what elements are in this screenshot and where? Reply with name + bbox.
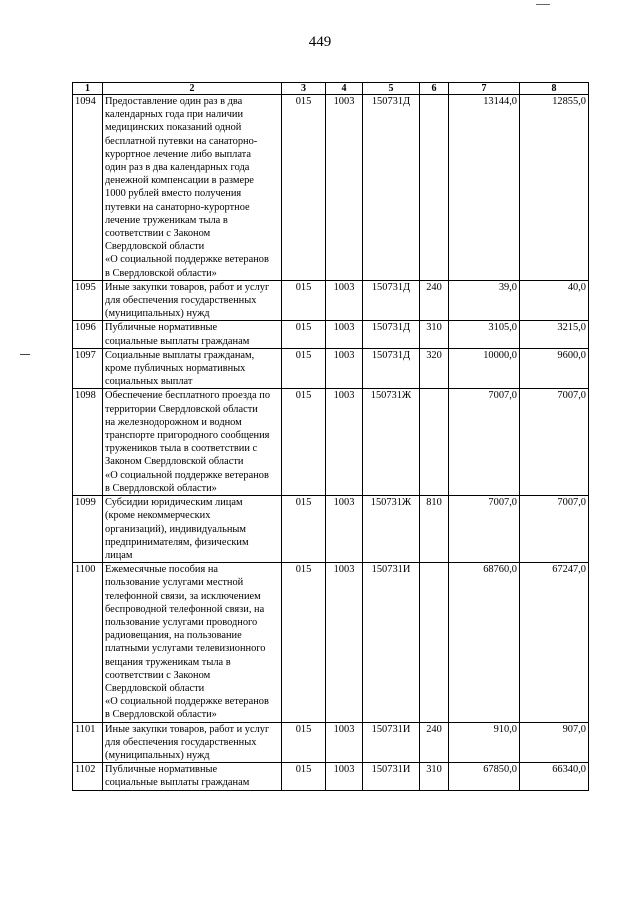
table-row xyxy=(73,496,589,563)
description-line: телефонной связи, за исключением xyxy=(105,590,261,602)
row-number-cell: 1099 xyxy=(73,496,103,563)
section-code-cell: 1003 xyxy=(326,563,363,722)
chapter-code-cell: 015 xyxy=(282,280,326,321)
description-line: социальные выплаты гражданам xyxy=(105,335,250,347)
description-line: лечение труженикам тыла в xyxy=(105,214,228,226)
description-line: платными услугами телевизионного xyxy=(105,643,266,655)
amount-year1-cell: 7007,0 xyxy=(449,496,520,563)
table-row xyxy=(73,722,589,763)
description-line: в Свердловской области» xyxy=(105,482,217,494)
amount-year2-cell: 7007,0 xyxy=(520,389,589,496)
table-row xyxy=(73,389,589,496)
amount-year1-cell: 13144,0 xyxy=(449,95,520,281)
row-number-cell: 1096 xyxy=(73,321,103,348)
description-line: территории Свердловской области xyxy=(105,403,258,415)
description-line: социальные выплаты гражданам xyxy=(105,777,250,789)
description-line: Иные закупки товаров, работ и услуг xyxy=(105,281,270,293)
description-line: для обеспечения государственных xyxy=(105,736,257,748)
description-line: (кроме некоммерческих xyxy=(105,510,211,522)
description-line: организаций), индивидуальным xyxy=(105,523,246,535)
description-line: Обеспечение бесплатного проезда по xyxy=(105,390,271,402)
table-row xyxy=(73,95,589,281)
description-line: пользование услугами местной xyxy=(105,577,244,589)
description-line: один раз в два календарных года xyxy=(105,162,250,174)
row-number-cell: 1097 xyxy=(73,348,103,389)
description-line: в Свердловской области» xyxy=(105,709,217,721)
description-line: транспорте пригородного сообщения xyxy=(105,430,270,442)
description-cell xyxy=(103,496,282,563)
page-number: 449 xyxy=(308,34,332,50)
description-line: предпринимателям, физическим xyxy=(105,536,249,548)
description-cell xyxy=(103,280,282,321)
table-row xyxy=(73,280,589,321)
corner-mark xyxy=(536,4,550,5)
column-header: 7 xyxy=(449,83,520,95)
description-line: Субсидии юридическим лицам xyxy=(105,497,243,509)
description-line: Предоставление один раз в два xyxy=(105,96,243,107)
description-line: социальных выплат xyxy=(105,376,193,388)
description-line: путевки на санаторно-курортное xyxy=(105,201,250,213)
table-row xyxy=(73,321,589,348)
description-line: пользование услугами проводного xyxy=(105,616,258,628)
target-article-cell: 150731И xyxy=(363,563,420,722)
description-line: Свердловской области xyxy=(105,682,205,694)
target-article-cell: 150731Д xyxy=(363,95,420,281)
margin-mark xyxy=(20,354,30,355)
target-article-cell: 150731Ж xyxy=(363,389,420,496)
expense-type-cell: 810 xyxy=(420,496,449,563)
target-article-cell: 150731И xyxy=(363,722,420,763)
description-line: тружеников тыла в соответствии с xyxy=(105,443,258,455)
description-line: (муниципальных) нужд xyxy=(105,308,210,320)
amount-year1-cell: 39,0 xyxy=(449,280,520,321)
amount-year1-cell: 10000,0 xyxy=(449,348,520,389)
description-line: Свердловской области xyxy=(105,241,205,253)
section-code-cell: 1003 xyxy=(326,280,363,321)
column-header: 1 xyxy=(73,83,103,95)
row-number-cell: 1098 xyxy=(73,389,103,496)
description-line: лицам xyxy=(105,549,133,561)
column-header: 3 xyxy=(282,83,326,95)
section-code-cell: 1003 xyxy=(326,722,363,763)
description-cell xyxy=(103,722,282,763)
amount-year1-cell: 67850,0 xyxy=(449,763,520,790)
amount-year2-cell: 9600,0 xyxy=(520,348,589,389)
column-header: 8 xyxy=(520,83,589,95)
amount-year1-cell: 3105,0 xyxy=(449,321,520,348)
description-cell xyxy=(103,763,282,790)
description-line: «О социальной поддержке ветеранов xyxy=(105,696,269,708)
description-line: денежной компенсации в размере xyxy=(105,175,254,187)
chapter-code-cell: 015 xyxy=(282,496,326,563)
description-line: Иные закупки товаров, работ и услуг xyxy=(105,723,270,735)
amount-year1-cell: 910,0 xyxy=(449,722,520,763)
description-line: Публичные нормативные xyxy=(105,322,218,334)
row-number-cell: 1101 xyxy=(73,722,103,763)
description-line: Ежемесячные пособия на xyxy=(105,564,219,576)
chapter-code-cell: 015 xyxy=(282,95,326,281)
section-code-cell: 1003 xyxy=(326,763,363,790)
chapter-code-cell: 015 xyxy=(282,563,326,722)
amount-year2-cell: 66340,0 xyxy=(520,763,589,790)
section-code-cell: 1003 xyxy=(326,389,363,496)
description-line: кроме публичных нормативных xyxy=(105,363,246,375)
target-article-cell: 150731Д xyxy=(363,348,420,389)
amount-year2-cell: 12855,0 xyxy=(520,95,589,281)
column-header: 5 xyxy=(363,83,420,95)
description-cell xyxy=(103,321,282,348)
amount-year1-cell: 68760,0 xyxy=(449,563,520,722)
description-line: радиовещания, на пользование xyxy=(105,630,242,642)
row-number-cell: 1094 xyxy=(73,95,103,281)
section-code-cell: 1003 xyxy=(326,321,363,348)
description-line: бесплатной путевки на санаторно- xyxy=(105,135,258,147)
amount-year2-cell: 3215,0 xyxy=(520,321,589,348)
description-line: медицинских показаний одной xyxy=(105,122,242,134)
table-row xyxy=(73,563,589,722)
description-line: курортное лечение либо выплата xyxy=(105,148,251,160)
amount-year1-cell: 7007,0 xyxy=(449,389,520,496)
chapter-code-cell: 015 xyxy=(282,763,326,790)
description-line: соответствии с Законом xyxy=(105,228,211,240)
amount-year2-cell: 7007,0 xyxy=(520,496,589,563)
chapter-code-cell: 015 xyxy=(282,389,326,496)
expense-type-cell: 240 xyxy=(420,722,449,763)
expense-type-cell xyxy=(420,95,449,281)
row-number-cell: 1100 xyxy=(73,563,103,722)
section-code-cell: 1003 xyxy=(326,348,363,389)
description-line: соответствии с Законом xyxy=(105,669,211,681)
target-article-cell: 150731Ж xyxy=(363,496,420,563)
chapter-code-cell: 015 xyxy=(282,321,326,348)
expense-type-cell: 310 xyxy=(420,763,449,790)
row-number-cell: 1102 xyxy=(73,763,103,790)
description-line: «О социальной поддержке ветеранов xyxy=(105,254,269,266)
table-row xyxy=(73,763,589,790)
description-line: Социальные выплаты гражданам, xyxy=(105,349,255,361)
section-code-cell: 1003 xyxy=(326,95,363,281)
budget-table xyxy=(72,82,589,791)
column-header: 6 xyxy=(420,83,449,95)
expense-type-cell: 240 xyxy=(420,280,449,321)
table-row xyxy=(73,348,589,389)
chapter-code-cell: 015 xyxy=(282,348,326,389)
column-header: 2 xyxy=(103,83,282,95)
description-line: 1000 рублей вместо получения xyxy=(105,188,242,200)
amount-year2-cell: 40,0 xyxy=(520,280,589,321)
description-cell xyxy=(103,563,282,722)
description-line: для обеспечения государственных xyxy=(105,295,257,307)
expense-type-cell xyxy=(420,389,449,496)
description-line: вещания труженикам тыла в xyxy=(105,656,231,668)
description-line: (муниципальных) нужд xyxy=(105,749,210,761)
description-line: на железнодорожном и водном xyxy=(105,416,242,428)
description-line: беспроводной телефонной связи, на xyxy=(105,603,265,615)
section-code-cell: 1003 xyxy=(326,496,363,563)
row-number-cell: 1095 xyxy=(73,280,103,321)
description-line: Публичные нормативные xyxy=(105,764,218,776)
description-cell xyxy=(103,348,282,389)
description-cell xyxy=(103,389,282,496)
description-line: «О социальной поддержке ветеранов xyxy=(105,469,269,481)
description-line: Законом Свердловской области xyxy=(105,456,244,468)
column-header: 4 xyxy=(326,83,363,95)
description-line: в Свердловской области» xyxy=(105,267,217,279)
header-row xyxy=(73,83,589,95)
expense-type-cell xyxy=(420,563,449,722)
description-line: календарных года при наличии xyxy=(105,109,244,121)
target-article-cell: 150731Д xyxy=(363,280,420,321)
target-article-cell: 150731И xyxy=(363,763,420,790)
target-article-cell: 150731Д xyxy=(363,321,420,348)
amount-year2-cell: 907,0 xyxy=(520,722,589,763)
expense-type-cell: 320 xyxy=(420,348,449,389)
description-cell xyxy=(103,95,282,281)
amount-year2-cell: 67247,0 xyxy=(520,563,589,722)
expense-type-cell: 310 xyxy=(420,321,449,348)
chapter-code-cell: 015 xyxy=(282,722,326,763)
